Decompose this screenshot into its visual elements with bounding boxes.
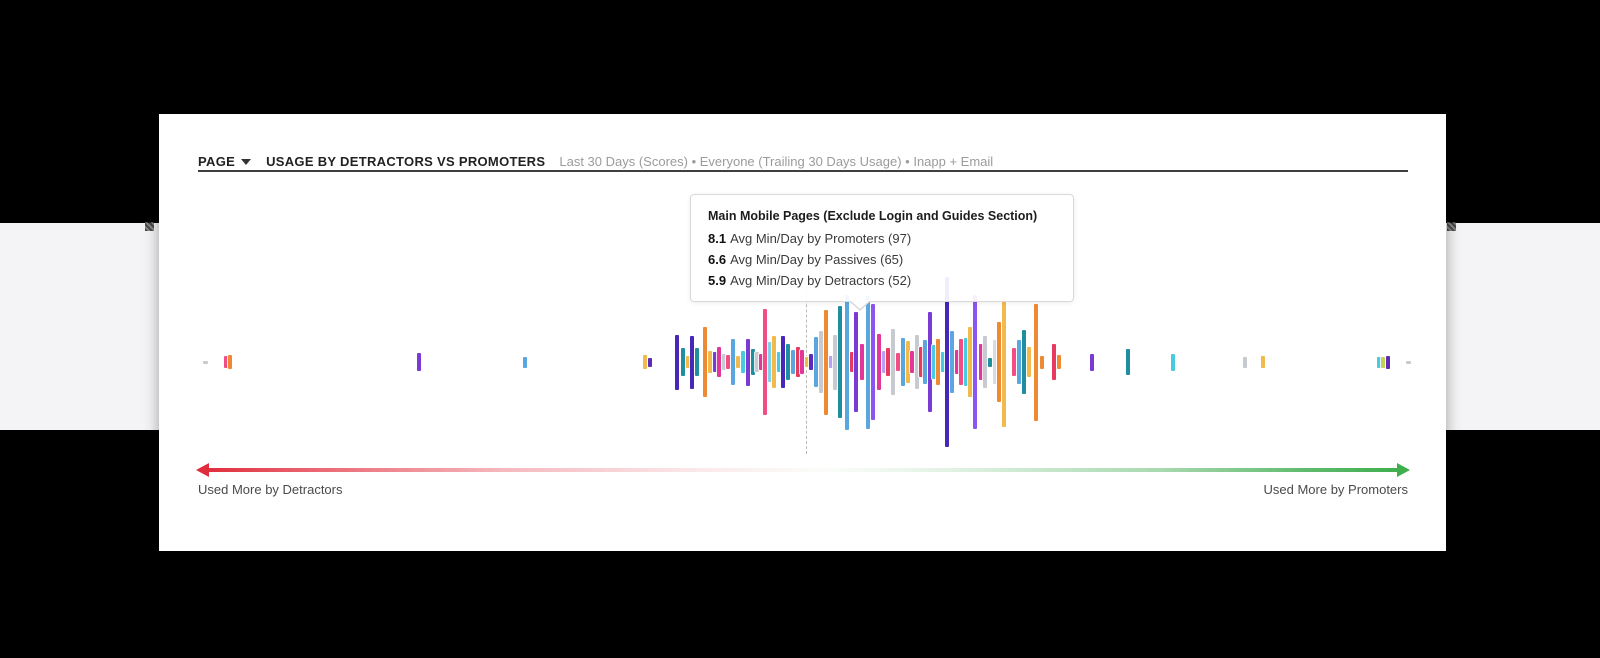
bars-layer: [159, 114, 1446, 551]
corner-artifact-right: [1447, 222, 1456, 231]
usage-bar[interactable]: [866, 296, 870, 429]
usage-bar[interactable]: [1027, 347, 1031, 377]
usage-bar[interactable]: [741, 351, 745, 373]
usage-bar[interactable]: [1381, 357, 1385, 368]
usage-bar[interactable]: [708, 351, 712, 373]
usage-bar[interactable]: [833, 335, 837, 390]
usage-bar[interactable]: [781, 336, 785, 388]
usage-bar[interactable]: [1126, 349, 1130, 375]
tooltip-label: Avg Min/Day by Detractors (52): [730, 273, 912, 288]
usage-bar[interactable]: [901, 338, 905, 386]
usage-bar[interactable]: [886, 348, 890, 376]
usage-bar[interactable]: [896, 353, 900, 371]
usage-bar[interactable]: [681, 348, 685, 376]
usage-bar[interactable]: [983, 336, 987, 388]
usage-bar[interactable]: [1022, 330, 1026, 394]
axis-label-detractors: Used More by Detractors: [198, 482, 343, 497]
usage-bar[interactable]: [731, 339, 735, 385]
usage-bar[interactable]: [838, 306, 842, 418]
widget-card: [159, 114, 1446, 551]
usage-bar[interactable]: [786, 344, 790, 380]
usage-bar[interactable]: [763, 309, 767, 415]
usage-bar[interactable]: [417, 353, 421, 371]
usage-bar[interactable]: [824, 310, 828, 415]
tooltip-row-detractors: [708, 273, 1056, 288]
widget-title: USAGE BY DETRACTORS VS PROMOTERS: [266, 154, 546, 169]
tooltip-title: Main Mobile Pages (Exclude Login and Guides Section): [708, 209, 1038, 223]
usage-bar[interactable]: [1012, 348, 1016, 376]
usage-bar[interactable]: [845, 295, 849, 430]
tooltip-value: 5.9: [708, 273, 727, 288]
usage-bar[interactable]: [228, 355, 232, 369]
tooltip-caret-icon: [850, 300, 870, 309]
usage-bar[interactable]: [891, 329, 895, 395]
usage-bar[interactable]: [1034, 304, 1038, 421]
usage-bar[interactable]: [854, 312, 858, 412]
usage-bar[interactable]: [800, 350, 804, 374]
usage-bar[interactable]: [1406, 361, 1411, 364]
usage-bar[interactable]: [877, 334, 881, 390]
usage-bar[interactable]: [950, 331, 954, 393]
usage-bar[interactable]: [997, 322, 1001, 402]
usage-bar[interactable]: [1057, 355, 1061, 369]
usage-bar[interactable]: [809, 354, 813, 370]
usage-bar[interactable]: [203, 361, 208, 364]
usage-bar[interactable]: [523, 357, 527, 368]
tooltip-value: 6.6: [708, 252, 727, 267]
axis-label-promoters: Used More by Promoters: [1263, 482, 1408, 497]
usage-bar[interactable]: [1002, 297, 1006, 427]
tooltip-value: 8.1: [708, 231, 727, 246]
usage-bar[interactable]: [910, 351, 914, 373]
usage-bar[interactable]: [1090, 354, 1094, 371]
page-tooltip: [690, 194, 1074, 302]
usage-bar[interactable]: [945, 277, 949, 447]
usage-bar[interactable]: [959, 339, 963, 385]
usage-bar[interactable]: [1052, 344, 1056, 380]
usage-bar[interactable]: [746, 339, 750, 386]
usage-bar[interactable]: [791, 350, 795, 374]
usage-bar[interactable]: [772, 336, 776, 388]
tooltip-row-promoters: [708, 231, 1056, 246]
usage-bar[interactable]: [860, 344, 864, 380]
usage-bar[interactable]: [973, 295, 977, 429]
widget-subtitle: Last 30 Days (Scores) • Everyone (Trailing 30 Days Usage) • Inapp + Email: [559, 154, 994, 169]
usage-bar[interactable]: [690, 336, 694, 389]
usage-bar[interactable]: [675, 335, 679, 390]
usage-bar[interactable]: [703, 327, 707, 397]
page-type-dropdown-label: PAGE: [198, 154, 236, 169]
tooltip-row-passives: [708, 252, 1056, 267]
usage-bar[interactable]: [923, 340, 927, 384]
usage-bar[interactable]: [726, 355, 730, 369]
usage-bar[interactable]: [936, 339, 940, 385]
usage-bar[interactable]: [1261, 356, 1265, 368]
usage-bar[interactable]: [988, 358, 992, 367]
corner-artifact-left: [145, 222, 154, 231]
usage-bar[interactable]: [695, 348, 699, 376]
tooltip-label: Avg Min/Day by Passives (65): [730, 252, 904, 267]
usage-bar[interactable]: [968, 327, 972, 397]
usage-bar[interactable]: [1386, 356, 1390, 369]
usage-bar[interactable]: [871, 304, 875, 420]
usage-bar[interactable]: [1243, 357, 1247, 368]
tooltip-label: Avg Min/Day by Promoters (97): [730, 231, 912, 246]
usage-bar[interactable]: [814, 337, 818, 387]
usage-bar[interactable]: [717, 347, 721, 377]
usage-bar[interactable]: [643, 355, 647, 369]
usage-bar[interactable]: [648, 358, 652, 367]
usage-bar[interactable]: [1017, 340, 1021, 384]
usage-bar[interactable]: [1040, 356, 1044, 369]
usage-bar[interactable]: [819, 331, 823, 393]
usage-bar[interactable]: [1171, 354, 1175, 371]
usage-bar[interactable]: [736, 356, 740, 368]
